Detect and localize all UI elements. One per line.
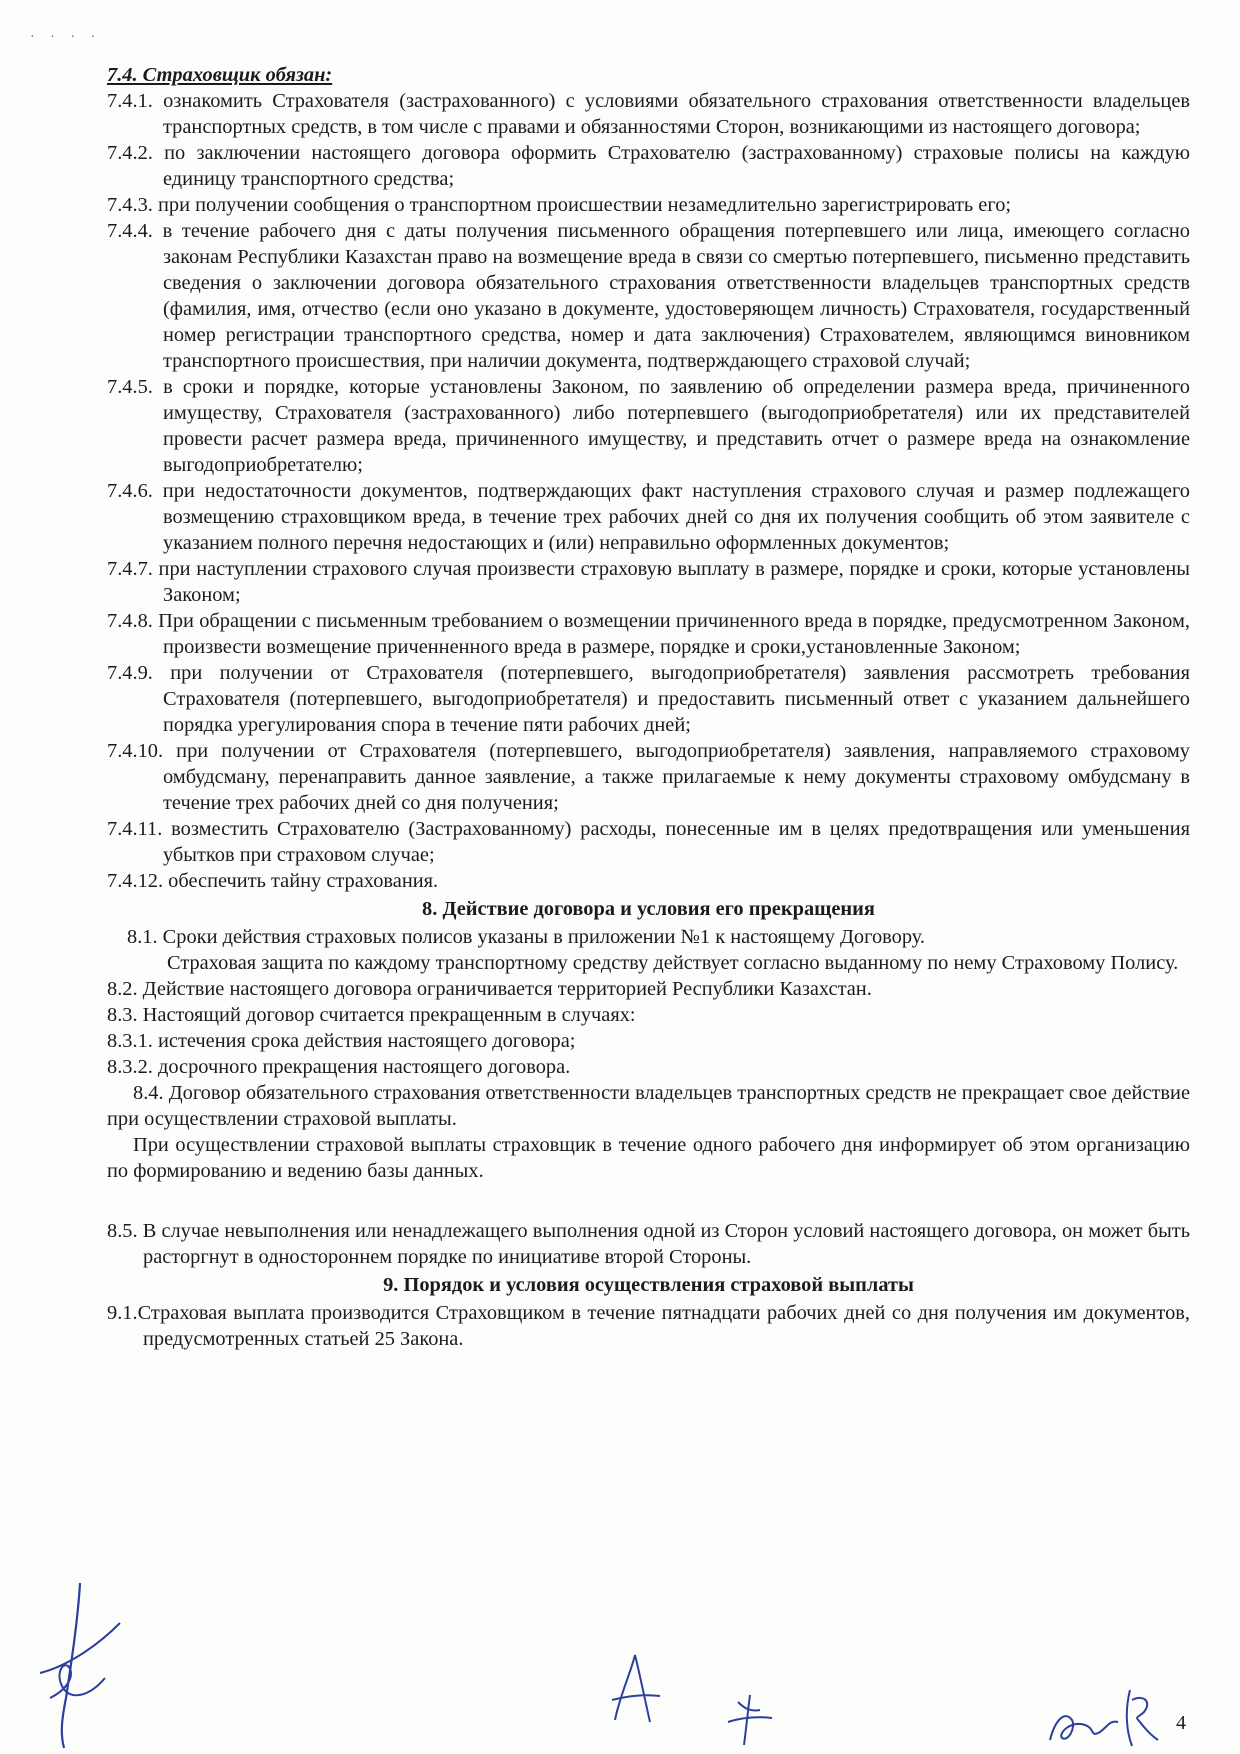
list-item: [107, 868, 1190, 894]
item-text: при наступлении страхового случая произвести страховую выплату в размере, порядке и сроки, которые установлены Законом;: [158, 558, 1190, 606]
list-item: [107, 192, 1190, 218]
item-text: При обращении с письменным требованием о возмещении причиненного вреда в порядке, предусмотренном Законом, произвести возмещение приченненного вреда в размере, порядке и сроки,установленные Законом;: [158, 610, 1190, 658]
paragraph-8-1-continued: Страховая защита по каждому транспортному средству действует согласно выданному по нему Страховому Полису.: [167, 952, 1179, 974]
scan-artifact: · · · ·: [30, 30, 102, 45]
item-text: при недостаточности документов, подтверждающих факт наступления страхового случая и размер подлежащего возмещению страховщиком вреда, в течение трех рабочих дней со дня их получения сообщить об этом заявителе с указанием полного перечня недостающих и (или) неправильно оформленных документов;: [162, 480, 1190, 554]
signature-initial-1: [600, 1650, 670, 1730]
signature-bottom-right: [1040, 1680, 1180, 1754]
paragraph-8-2: 8.2. Действие настоящего договора ограничивается территорией Республики Казахстан.: [107, 978, 872, 1000]
section-8-heading: 8. Действие договора и условия его прекращения: [422, 898, 875, 920]
list-item: [107, 556, 1190, 608]
section-7-4-list: [107, 88, 1190, 894]
list-item: [107, 374, 1190, 478]
list-item: [107, 608, 1190, 660]
item-text: по заключении настоящего договора оформить Страхователю (застрахованному) страховые полисы на каждую единицу транспортного средства;: [163, 142, 1190, 190]
item-number: 7.4.5.: [107, 376, 164, 398]
list-item: [107, 816, 1190, 868]
item-text: возместить Страхователю (Застрахованному) расходы, понесенные им в целях предотвращения или уменьшения убытков при страховом случае;: [163, 818, 1190, 866]
item-text: обеспечить тайну страхования.: [168, 870, 439, 892]
paragraph-8-4: 8.4. Договор обязательного страхования ответственности владельцев транспортных средств не прекращает свое действие при осуществлении страховой выплаты.: [107, 1082, 1190, 1130]
item-text: при получении сообщения о транспортном происшествии незамедлительно зарегистрировать его;: [157, 194, 1012, 216]
item-number: 7.4.1.: [107, 90, 164, 112]
item-number: 7.4.8.: [107, 610, 159, 632]
section-7-4-title: 7.4. Страховщик обязан:: [107, 64, 333, 86]
list-item: [107, 660, 1190, 738]
item-number: 7.4.10.: [107, 740, 177, 762]
item-number: 7.4.2.: [107, 142, 165, 164]
item-number: 7.4.6.: [107, 480, 163, 502]
item-number: 7.4.4.: [107, 220, 163, 242]
page-number: 4: [1176, 1712, 1186, 1734]
document-body: [107, 62, 1190, 1352]
list-item: [107, 478, 1190, 556]
paragraph-8-4-continued: При осуществлении страховой выплаты страховщик в течение одного рабочего дня информирует об этом организацию по формированию и ведению базы данных.: [107, 1134, 1190, 1182]
item-text: в течение рабочего дня с даты получения письменного обращения потерпевшего или лица, имеющего согласно законам Республики Казахстан право на возмещение вреда в связи со смертью потерпевшего, письменно представить сведения о заключении договора обязательного страхования ответственности владельцев транспортных средств (фамилия, имя, отчество (если оно указано в документе, удостоверяющем личность) Страхователя, государственный номер регистрации транспортного средства, номер и дата заключения) Страхователем, являющимся виновником транспортного происшествия, при наличии документа, подтверждающего страховой случай;: [162, 220, 1190, 372]
list-item: [107, 738, 1190, 816]
paragraph-8-3-2: 8.3.2. досрочного прекращения настоящего договора.: [107, 1056, 571, 1078]
section-9-heading: 9. Порядок и условия осуществления страховой выплаты: [383, 1274, 914, 1296]
paragraph-8-5: 8.5. В случае невыполнения или ненадлежащего выполнения одной из Сторон условий настоящего договора, он может быть расторгнут в одностороннем порядке по инициативе второй Стороны.: [107, 1220, 1190, 1268]
item-text: при получении от Страхователя (потерпевшего, выгодоприобретателя) заявления, направляемого страховому омбудсману, перенаправить данное заявление, а также прилагаемые к нему документы страховому омбудсману в течение трех рабочих дней со дня получения;: [163, 740, 1190, 814]
paragraph-8-3: 8.3. Настоящий договор считается прекращенным в случаях:: [107, 1004, 636, 1026]
item-number: 7.4.7.: [107, 558, 159, 580]
item-number: 7.4.3.: [107, 194, 158, 216]
signature-initial-2: [720, 1690, 780, 1750]
item-text: ознакомить Страхователя (застрахованного) с условиями обязательного страхования ответственности владельцев транспортных средств, в том числе с правами и обязанностями Сторон, возникающими из настоящего договора;: [163, 90, 1190, 138]
paragraph-8-3-1: 8.3.1. истечения срока действия настоящего договора;: [107, 1030, 576, 1052]
paragraph-9-1: 9.1.Страховая выплата производится Страховщиком в течение пятнадцати рабочих дней со дня получения им документов, предусмотренных статьей 25 Закона.: [107, 1302, 1190, 1350]
list-item: [107, 140, 1190, 192]
item-number: 7.4.9.: [107, 662, 171, 684]
item-text: при получении от Страхователя (потерпевшего, выгодоприобретателя) заявления рассмотреть требования Страхователя (потерпевшего, выгодоприобретателя) и предоставить письменный ответ с указанием дальнейшего порядка урегулирования спора в течение пяти рабочих дней;: [163, 662, 1190, 736]
signature-left-margin: [20, 1578, 130, 1754]
list-item: [107, 88, 1190, 140]
item-number: 7.4.11.: [107, 818, 172, 840]
item-number: 7.4.12.: [107, 870, 169, 892]
paragraph-8-1: 8.1. Сроки действия страховых полисов указаны в приложении №1 к настоящему Договору.: [127, 926, 926, 948]
list-item: [107, 218, 1190, 374]
item-text: в сроки и порядке, которые установлены Законом, по заявлению об определении размера вреда, причиненного имуществу, Страхователя (застрахованного) либо потерпевшего (выгодоприобретателя) или их представителей провести расчет размера вреда, причиненного имуществу, и представить отчет о размере вреда на ознакомление выгодоприобретателю;: [163, 376, 1190, 476]
